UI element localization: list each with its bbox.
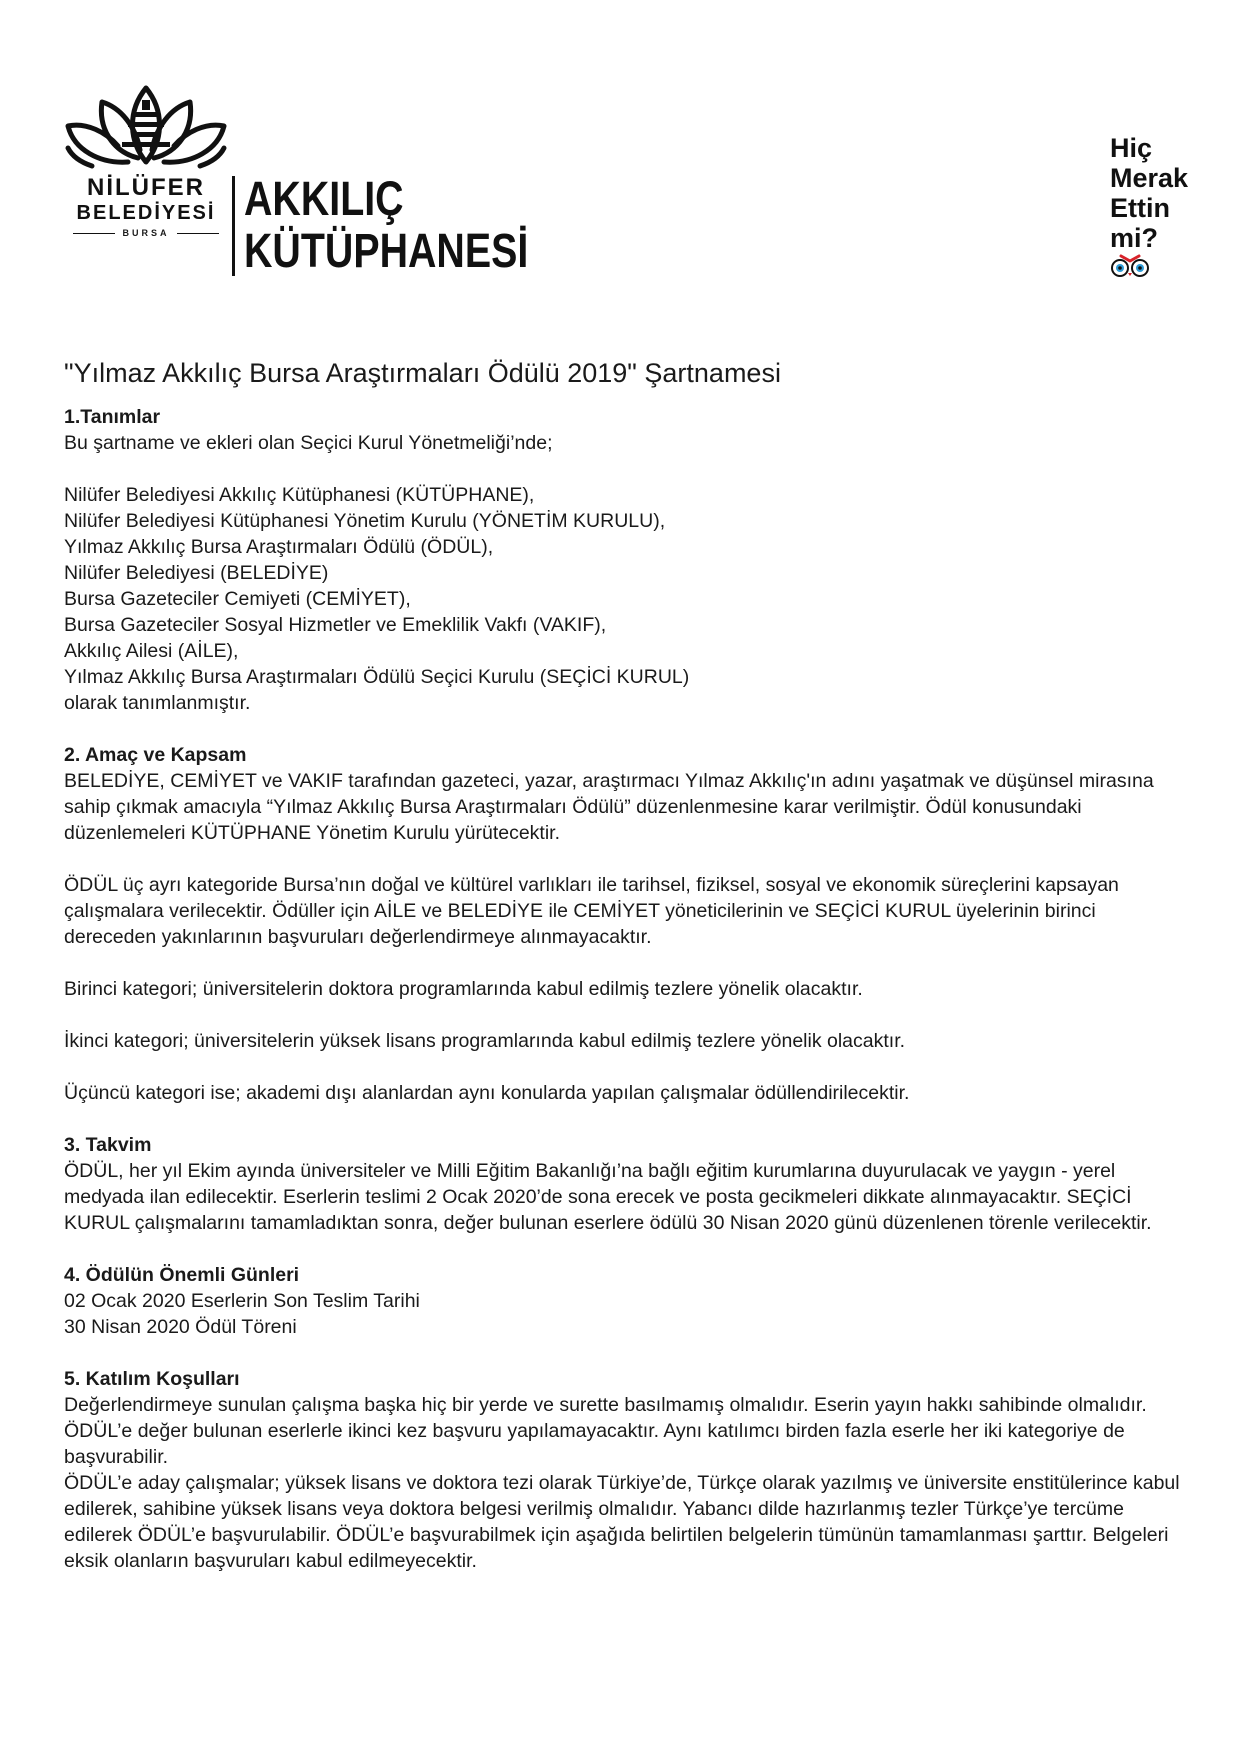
owl-eyes-icon <box>1109 253 1151 277</box>
section-heading: 5. Katılım Koşulları <box>64 1368 240 1390</box>
section-paragraph: İkinci kategori; üniversitelerin yüksek lisans programlarında kabul edilmiş tezlere yönelik olacaktır. <box>64 1030 906 1052</box>
library-name-line2: KÜTÜPHANESİ <box>244 225 529 278</box>
section-heading: 1.Tanımlar <box>64 406 161 428</box>
document-title: "Yılmaz Akkılıç Bursa Araştırmaları Ödülü 2019" Şartnamesi <box>64 358 781 388</box>
section-paragraph: BELEDİYE, CEMİYET ve VAKIF tarafından gazeteci, yazar, araştırmacı Yılmaz Akkılıç'ın adını yaşatmak ve düşünsel mirasına sahip çıkmak amacıyla “Yılmaz Akkılıç Bursa Araştırmaları Ödülü” düzenlenmesine karar verilmiştir. Ödül konusundaki düzenlemeleri KÜTÜPHANE Yönetim Kurulu yürütecektir. <box>64 770 1154 844</box>
section-paragraph: Birinci kategori; üniversitelerin doktora programlarında kabul edilmiş tezlere yönelik olacaktır. <box>64 978 863 1000</box>
library-wordmark <box>244 174 528 278</box>
date-line: 02 Ocak 2020 Eserlerin Son Teslim Tarihi <box>64 1290 420 1312</box>
section-paragraph: ÖDÜL, her yıl Ekim ayında üniversiteler ve Milli Eğitim Bakanlığı’na bağlı eğitim kurumlarına duyurulacak ve yaygın - yerel medyada ilan edilecektir. Eserlerin teslimi 2 Ocak 2020’de sona erecek ve posta gecikmeleri dikkate alınmayacaktır. SEÇİCİ KURUL çalışmalarını tamamladıktan sonra, değer bulunan eserlere ödülü 30 Nisan 2020 günü düzenlenen törenle verilecektir. <box>64 1160 1152 1234</box>
page-header <box>0 0 1240 300</box>
definition-item: Akkılıç Ailesi (AİLE), <box>64 640 239 662</box>
section-paragraph: ÖDÜL’e aday çalışmalar; yüksek lisans ve doktora tezi olarak Türkiye’de, Türkçe olarak yazılmış ve üniversite enstitülerince kabul edilerek, sahibine yüksek lisans veya doktora belgesi verilmiş olmalıdır. Yabancı dilde hazırlanmış tezler Türkçe’ye tercüme edilerek ÖDÜL’e başvurulabilir. ÖDÜL’e başvurabilmek için aşağıda belirtilen belgelerin tümünün tamamlanması şarttır. Belgeleri eksik olanların başvuruları kabul edilmeyecektir. <box>64 1472 1180 1572</box>
library-name-line1: AKKILIÇ <box>244 173 404 226</box>
section-definitions <box>64 404 1184 716</box>
definition-item: olarak tanımlanmıştır. <box>64 692 251 714</box>
section-important-dates <box>64 1262 1184 1340</box>
city-rule-left <box>73 233 115 234</box>
section-intro: Bu şartname ve ekleri olan Seçici Kurul Yönetmeliği’nde; <box>64 432 553 454</box>
section-heading: 2. Amaç ve Kapsam <box>64 744 247 766</box>
section-calendar <box>64 1132 1184 1236</box>
section-participation-conditions <box>64 1366 1184 1574</box>
section-heading: 3. Takvim <box>64 1134 152 1156</box>
definition-item: Nilüfer Belediyesi Akkılıç Kütüphanesi (KÜTÜPHANE), <box>64 484 535 506</box>
municipality-city-row <box>62 228 230 238</box>
section-paragraph: Üçüncü kategori ise; akademi dışı alanlardan aynı konularda yapılan çalışmalar ödüllendirilecektir. <box>64 1082 910 1104</box>
nilufer-lotus-logo-icon <box>62 66 230 178</box>
municipality-name: NİLÜFER <box>87 174 205 201</box>
definition-item: Yılmaz Akkılıç Bursa Araştırmaları Ödülü (ÖDÜL), <box>64 536 494 558</box>
definition-item: Bursa Gazeteciler Cemiyeti (CEMİYET), <box>64 588 411 610</box>
date-line: 30 Nisan 2020 Ödül Töreni <box>64 1316 297 1338</box>
section-paragraph: Değerlendirmeye sunulan çalışma başka hiç bir yerde ve surette basılmamış olmalıdır. Eserin yayın hakkı sahibinde olmalıdır. ÖDÜL’e değer bulunan eserlerle ikinci kez başvuru yapılamayacaktır. Aynı katılımcı birden fazla eserle her iki kategoriye de başvurabilir. <box>64 1394 1147 1468</box>
slogan <box>1110 133 1188 253</box>
slogan-line: Ettin <box>1110 193 1170 223</box>
municipality-city: BURSA <box>122 228 170 238</box>
city-rule-right <box>177 233 219 234</box>
brand-divider <box>232 176 235 276</box>
municipality-type: BELEDİYESİ <box>76 202 216 224</box>
section-purpose-scope <box>64 742 1184 1106</box>
definition-item: Bursa Gazeteciler Sosyal Hizmetler ve Emeklilik Vakfı (VAKIF), <box>64 614 607 636</box>
definition-item: Nilüfer Belediyesi Kütüphanesi Yönetim Kurulu (YÖNETİM KURULU), <box>64 510 666 532</box>
section-heading: 4. Ödülün Önemli Günleri <box>64 1264 300 1286</box>
document-body <box>64 356 1184 1600</box>
municipality-wordmark <box>62 176 230 238</box>
slogan-line: mi? <box>1110 223 1159 253</box>
section-paragraph: ÖDÜL üç ayrı kategoride Bursa’nın doğal ve kültürel varlıkları ile tarihsel, fiziksel, sosyal ve ekonomik süreçlerini kapsayan çalışmalara verilecektir. Ödüller için AİLE ve BELEDİYE ile CEMİYET yöneticilerinin ve SEÇİCİ KURUL üyelerinin birinci dereceden yakınlarının başvuruları değerlendirmeye alınmayacaktır. <box>64 874 1119 948</box>
definition-item: Yılmaz Akkılıç Bursa Araştırmaları Ödülü Seçici Kurulu (SEÇİCİ KURUL) <box>64 666 690 688</box>
definition-item: Nilüfer Belediyesi (BELEDİYE) <box>64 562 329 584</box>
definition-list <box>64 482 1184 716</box>
slogan-line: Hiç <box>1110 133 1153 163</box>
slogan-line: Merak <box>1110 163 1189 193</box>
